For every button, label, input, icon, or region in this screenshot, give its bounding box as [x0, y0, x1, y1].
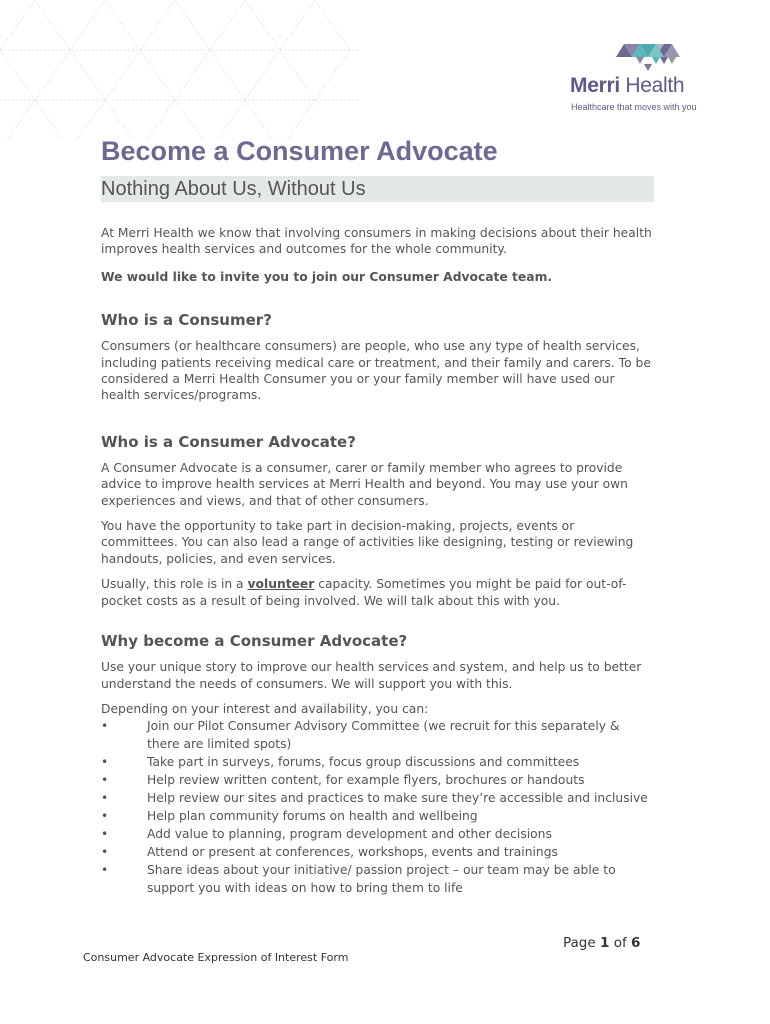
invite-paragraph: We would like to invite you to join our Consumer Advocate team. — [101, 269, 553, 284]
advocate-paragraph-2: You have the opportunity to take part in decision-making, projects, events or committees. You can also lead a range of activities like designing, testing or reviewing handouts, policies, and even services. — [101, 519, 634, 566]
footer-form-title: Consumer Advocate Expression of Interest Form — [83, 951, 349, 964]
page-number: Page 1 of 6 — [563, 935, 641, 951]
heading-who-is-advocate: Who is a Consumer Advocate? — [101, 432, 356, 451]
list-item: • Help review our sites and practices to make sure they’re accessible and inclusive — [101, 791, 648, 806]
logo-triangles-icon — [616, 44, 696, 74]
why-paragraph-1: Use your unique story to improve our health services and system, and help us to better understand the needs of consumers. We will support you with this. — [101, 660, 642, 691]
advocate-paragraph-3: Usually, this role is in a volunteer capacity. Sometimes you might be paid for out-of-pocket costs as a result of being involved. We will talk about this with you. — [101, 577, 627, 608]
page-subtitle: Nothing About Us, Without Us — [101, 176, 654, 202]
heading-why-become-advocate: Why become a Consumer Advocate? — [101, 632, 408, 651]
bullet-icon: • — [101, 755, 109, 770]
why-paragraph-2: Depending on your interest and availability, you can: — [101, 701, 429, 716]
list-item: • Take part in surveys, forums, focus group discussions and committees — [101, 755, 580, 770]
volunteer-link[interactable]: volunteer — [247, 577, 315, 592]
consumer-paragraph: Consumers (or healthcare consumers) are people, who use any type of health services, including patients receiving medical care or treatment, and their family and carers. To be considered a Merri Health Consumer you or your family member will have used our health services/programs. — [101, 339, 651, 403]
logo-tagline: Healthcare that moves with you — [571, 102, 697, 112]
bullet-icon: • — [101, 827, 109, 842]
bullet-icon: • — [101, 791, 109, 806]
intro-paragraph: At Merri Health we know that involving consumers in making decisions about their health improves health services and outcomes for the whole community. — [101, 226, 652, 257]
bullet-icon: • — [101, 863, 109, 878]
list-item: • Join our Pilot Consumer Advisory Committee (we recruit for this separately & there are limited spots) — [101, 719, 620, 752]
bullet-icon: • — [101, 773, 109, 788]
list-item: • Help plan community forums on health and wellbeing — [101, 809, 478, 824]
list-item: • Help review written content, for example flyers, brochures or handouts — [101, 773, 585, 788]
bullet-icon: • — [101, 809, 109, 824]
list-item: • Share ideas about your initiative/ passion project – our team may be able to support you with ideas on how to bring them to life — [101, 863, 616, 896]
list-item: • Attend or present at conferences, workshops, events and trainings — [101, 845, 558, 860]
logo-name: Merri Health — [570, 74, 685, 97]
bullet-icon: • — [101, 845, 109, 860]
background-triangle-pattern — [0, 0, 370, 140]
list-item: • Add value to planning, program development and other decisions — [101, 827, 552, 842]
benefits-list — [101, 717, 654, 897]
bullet-icon: • — [101, 719, 109, 734]
page-title: Become a Consumer Advocate — [101, 136, 498, 166]
heading-who-is-consumer: Who is a Consumer? — [101, 311, 272, 330]
advocate-paragraph-1: A Consumer Advocate is a consumer, carer or family member who agrees to provide advice to improve health services at Merri Health and beyond. You may use your own experiences and views, and that of other consumers. — [101, 460, 628, 508]
document-body — [101, 134, 654, 897]
